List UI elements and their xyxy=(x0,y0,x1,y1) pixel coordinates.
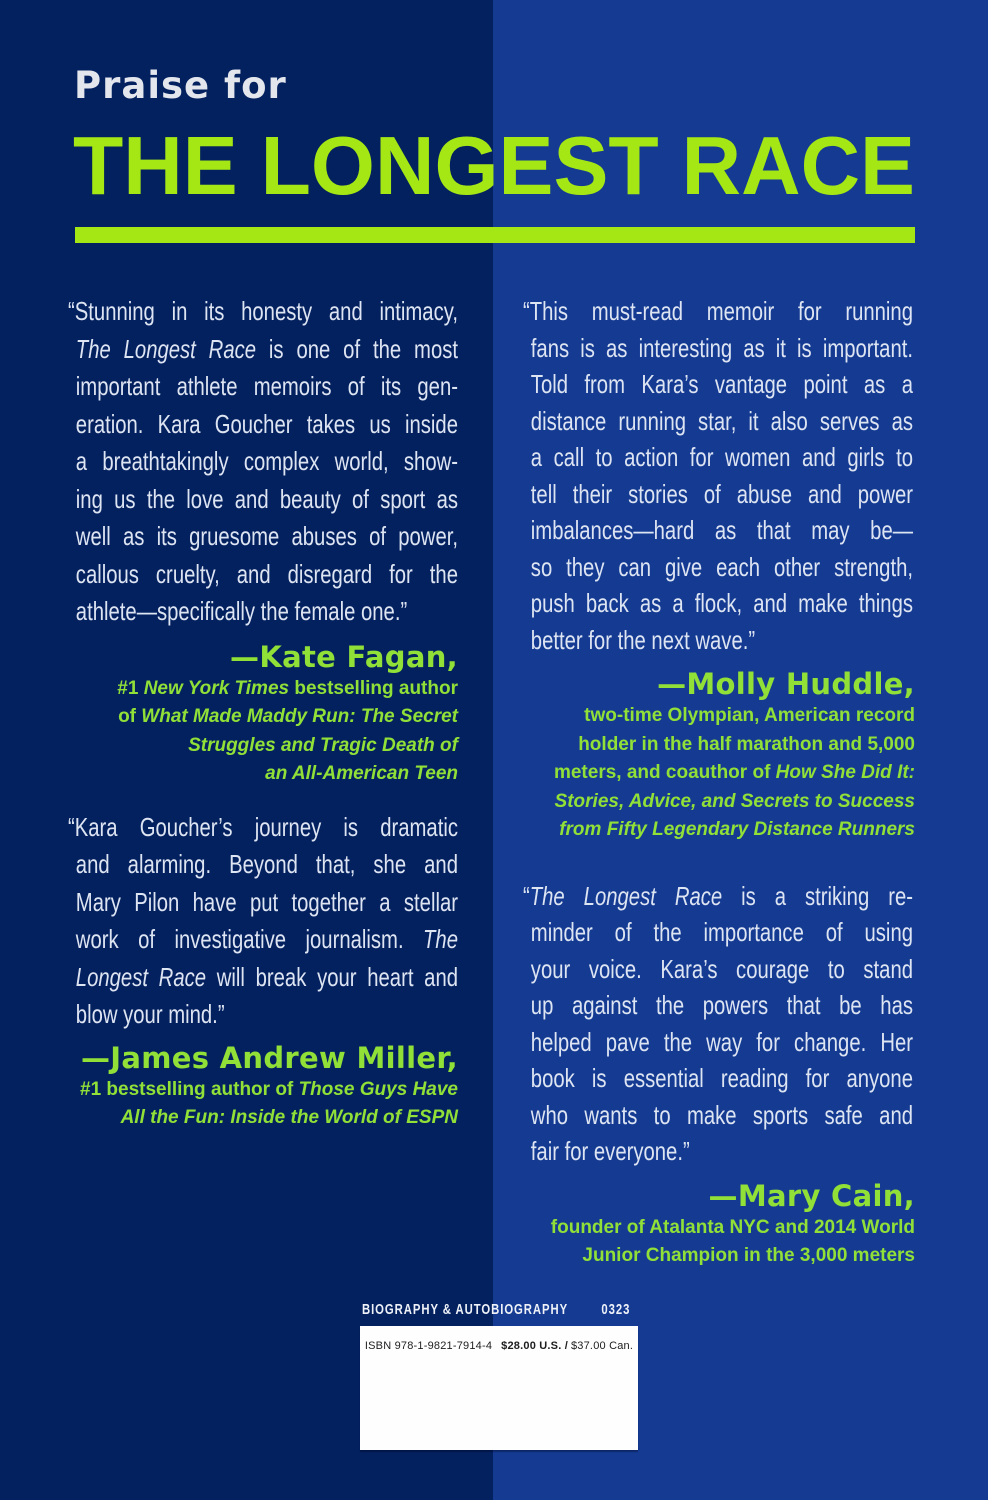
quote-line xyxy=(76,518,458,556)
attribution-block xyxy=(523,1178,915,1271)
attribution-block xyxy=(68,639,458,789)
text-run: “ xyxy=(523,880,530,911)
isbn-number: ISBN 978-1-9821-7914-4 xyxy=(364,1340,493,1352)
quote-line xyxy=(531,1060,913,1097)
text-run: who wants to make sports safe and xyxy=(530,1099,913,1130)
quote-line xyxy=(531,987,913,1024)
italic-text-run: Those Guys Have xyxy=(298,1078,458,1100)
quote-line xyxy=(76,556,458,594)
quote-line xyxy=(531,1024,913,1061)
text-run: well as its gruesome abuses of power, xyxy=(75,521,459,551)
text-run: so they can give each other strength, xyxy=(530,551,913,582)
praise-for-label: Praise for xyxy=(74,64,287,107)
book-title xyxy=(73,128,925,210)
text-run: #1 bestselling author of xyxy=(80,1078,299,1100)
attribution-name: —James Andrew Miller, xyxy=(80,1040,458,1075)
italic-text-run: Longest Race xyxy=(75,961,207,992)
text-run: up against the powers that be has xyxy=(530,990,913,1020)
text-run: a call to action for women and girls to xyxy=(530,442,913,472)
italic-text-run: from Fifty Legendary Distance Runners xyxy=(559,819,915,840)
price-us: $28.00 U.S. / xyxy=(501,1340,568,1352)
italic-text-run: an All-American Teen xyxy=(265,763,458,784)
attribution-credit-line xyxy=(523,788,915,817)
quote-line xyxy=(76,481,458,519)
quote-line xyxy=(68,809,458,847)
quote-line xyxy=(68,293,458,331)
quote-line xyxy=(531,476,913,513)
text-run: blow your mind.” xyxy=(75,999,225,1029)
text-run: better for the next wave.” xyxy=(530,624,756,655)
attribution-credit-line xyxy=(68,675,458,704)
quote-line xyxy=(76,593,458,631)
attribution-credit-line xyxy=(68,760,458,789)
italic-text-run: Struggles and Tragic Death of xyxy=(188,734,458,756)
attribution-credit-line xyxy=(523,1242,915,1271)
text-run: your voice. Kara’s courage to stand xyxy=(530,953,913,984)
quote-line xyxy=(523,293,913,330)
isbn-price-line xyxy=(360,1340,638,1352)
attribution-credit-line xyxy=(68,1076,458,1105)
quote-line xyxy=(76,846,458,884)
print-code: 0323 xyxy=(601,1302,631,1318)
quote-line xyxy=(76,443,458,481)
quote-line xyxy=(76,996,458,1034)
text-run: distance running star, it also serves as xyxy=(530,405,913,436)
quote-line xyxy=(523,878,914,915)
text-run: Junior Champion in the 3,000 meters xyxy=(582,1245,915,1266)
quote-line xyxy=(531,403,913,440)
title-underline-bar xyxy=(75,227,915,243)
attribution-credit-line xyxy=(523,1214,915,1243)
text-run: “Kara Goucher’s journey is dramatic xyxy=(68,811,458,842)
text-run: minder of the importance of using xyxy=(530,917,913,947)
text-run: of xyxy=(118,706,142,727)
quote-line xyxy=(531,585,913,622)
italic-text-run: New York Times xyxy=(143,677,290,699)
attribution-credit-line xyxy=(523,731,915,760)
text-run: callous cruelty, and disregard for the xyxy=(75,558,459,589)
attribution-credit-line xyxy=(523,702,915,731)
text-run: fans is as interesting as it is important. xyxy=(530,332,913,363)
text-run: holder in the half marathon and 5,000 xyxy=(578,733,915,755)
left-quote-column xyxy=(68,293,458,1133)
attribution-credit-line xyxy=(68,732,458,761)
right-quote-column xyxy=(523,293,915,1271)
text-run: important athlete memoirs of its gen- xyxy=(75,371,459,401)
attribution-name: —Kate Fagan, xyxy=(230,639,458,674)
quote-line xyxy=(531,914,913,951)
book-title-text: THE LONGEST RACE xyxy=(73,128,915,210)
text-run: will break your heart and xyxy=(206,961,459,992)
attribution-credit-line xyxy=(68,1104,458,1133)
text-run: #1 xyxy=(117,677,144,699)
text-run: athlete—specifically the female one.” xyxy=(75,596,408,626)
price-can: $37.00 Can. xyxy=(570,1340,634,1352)
attribution-block xyxy=(523,666,915,845)
italic-text-run: The xyxy=(423,924,458,954)
attribution-credit-line xyxy=(68,703,458,732)
quote-line xyxy=(531,1133,913,1170)
quote-line xyxy=(531,622,913,659)
text-run: bestselling author xyxy=(289,677,458,699)
text-run: push back as a flock, and make things xyxy=(530,588,913,618)
attribution-block xyxy=(68,1040,458,1133)
quote-line xyxy=(76,959,458,997)
text-run: a breathtakingly complex world, show- xyxy=(75,446,459,476)
quote-line xyxy=(531,1097,913,1134)
attribution-name: —Molly Huddle, xyxy=(657,667,915,701)
text-run: eration. Kara Goucher takes us inside xyxy=(75,408,459,439)
text-run: tell their stories of abuse and power xyxy=(530,478,913,509)
category-row xyxy=(362,1302,630,1318)
quote-line xyxy=(531,512,913,549)
text-run: Mary Pilon have put together a stellar xyxy=(75,886,459,917)
text-run: fair for everyone.” xyxy=(530,1136,690,1166)
quote-line xyxy=(76,884,458,922)
text-run: imbalances—hard as that may be— xyxy=(530,515,913,545)
isbn-barcode-box xyxy=(360,1326,638,1450)
quote-line xyxy=(531,366,913,403)
quote-line xyxy=(76,406,458,444)
quote-block xyxy=(68,293,458,631)
text-run: meters, and coauthor of xyxy=(553,762,776,783)
text-run: is a striking re- xyxy=(722,880,914,911)
quote-line xyxy=(76,921,458,959)
text-run: founder of Atalanta NYC and 2014 World xyxy=(550,1216,915,1238)
text-run: ing us the love and beauty of sport as xyxy=(75,483,459,514)
quote-block xyxy=(68,809,458,1034)
text-run: work of investigative journalism. xyxy=(75,924,424,954)
italic-text-run: The Longest Race xyxy=(529,880,723,911)
quote-line xyxy=(531,330,913,367)
attribution-name: —Mary Cain, xyxy=(708,1178,915,1213)
text-run: book is essential reading for anyone xyxy=(530,1063,913,1093)
italic-text-run: All the Fun: Inside the World of ESPN xyxy=(120,1107,458,1128)
quote-line xyxy=(531,439,913,476)
category-label: BIOGRAPHY & AUTOBIOGRAPHY xyxy=(362,1302,569,1318)
italic-text-run: How She Did It: xyxy=(775,762,915,783)
text-run: “Stunning in its honesty and intimacy, xyxy=(68,296,458,326)
attribution-credit-line xyxy=(523,759,915,788)
attribution-credit-line xyxy=(523,816,915,845)
quote-line xyxy=(531,951,913,988)
quote-line xyxy=(76,368,458,406)
quote-line xyxy=(531,549,913,586)
text-run: helped pave the way for change. Her xyxy=(530,1026,913,1057)
text-run: and alarming. Beyond that, she and xyxy=(75,849,459,879)
text-run: is one of the most xyxy=(256,333,458,364)
italic-text-run: What Made Maddy Run: The Secret xyxy=(141,706,458,727)
text-run: two-time Olympian, American record xyxy=(584,705,915,726)
italic-text-run: Stories, Advice, and Secrets to Success xyxy=(554,790,915,812)
text-run: “This must-read memoir for running xyxy=(523,296,913,326)
quote-block xyxy=(523,878,913,1170)
quote-line xyxy=(76,331,458,369)
quote-block xyxy=(523,293,913,658)
italic-text-run: The Longest Race xyxy=(75,333,257,364)
text-run: Told from Kara’s vantage point as a xyxy=(530,369,913,399)
